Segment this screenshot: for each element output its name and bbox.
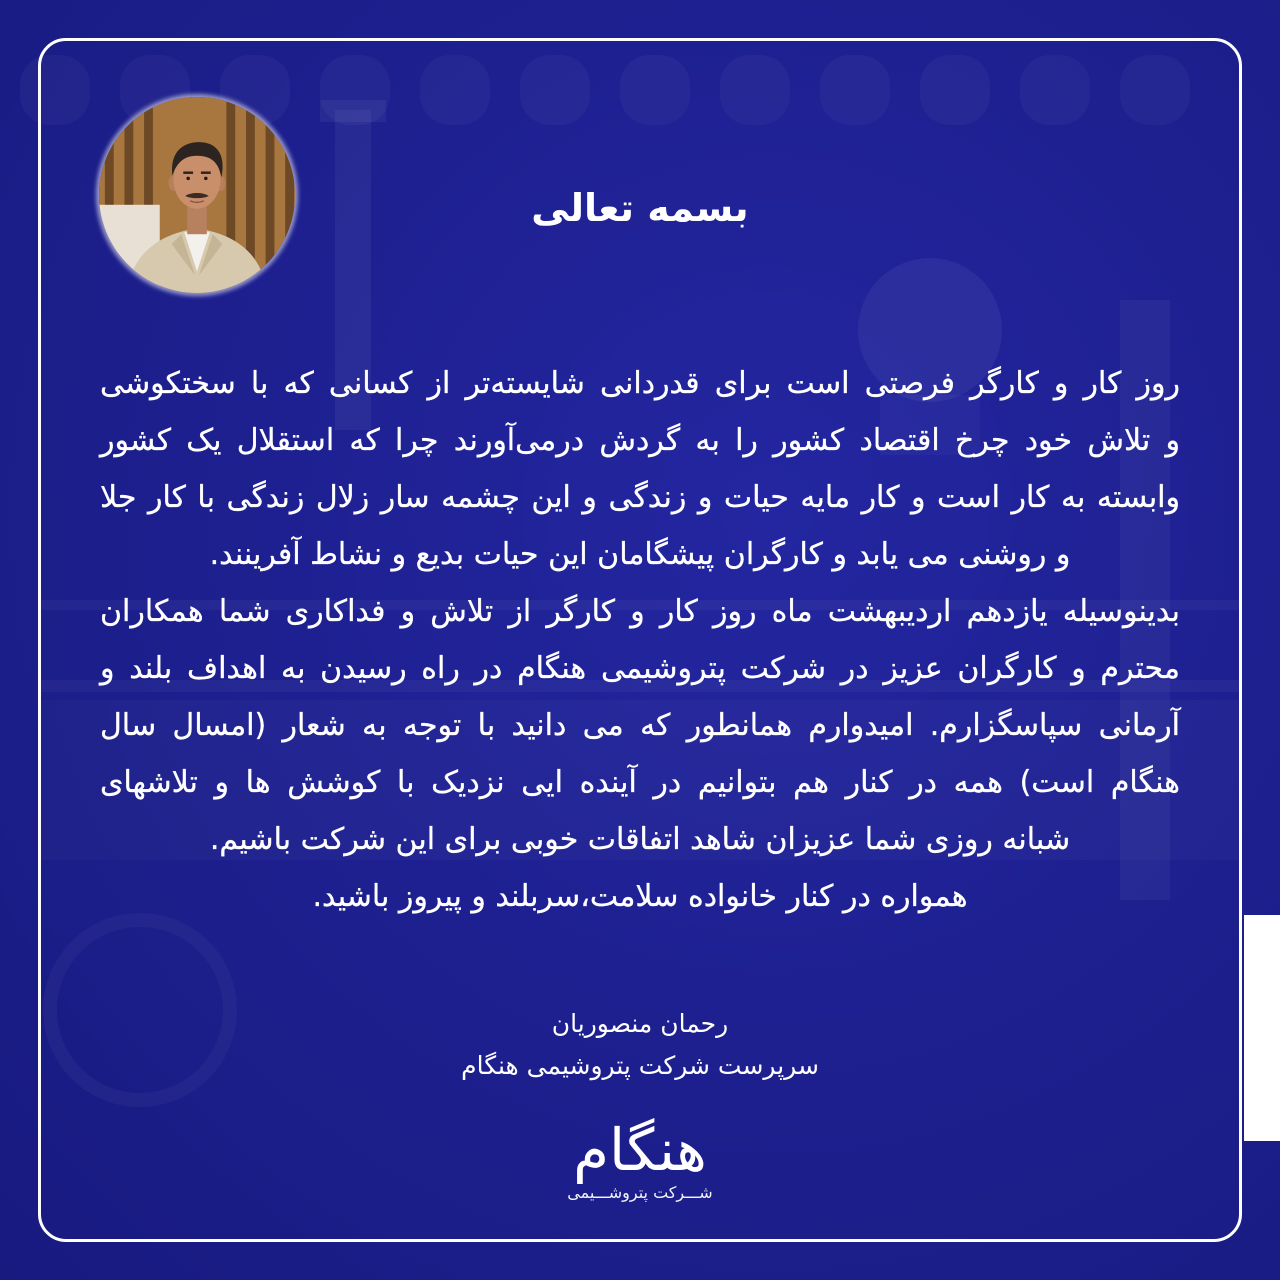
- message-body: [100, 355, 1180, 925]
- message-line-1: روز کار و کارگر فرصتی است برای قدردانی شایسته‌تر از کسانی که با سختکوشی: [100, 366, 1180, 401]
- message-line-7: آرمانی سپاسگزارم. امیدوارم همانطور که می دانید با توجه به شعار (امسال سال: [100, 708, 1180, 743]
- signature-name: رحمان منصوریان: [551, 1009, 729, 1038]
- logo-subtitle: شـــرکت پتروشـــیمی: [567, 1183, 713, 1202]
- signature-title: سرپرست شرکت پتروشیمی هنگام: [461, 1051, 819, 1080]
- message-line-3: وابسته به کار است و کار مایه حیات و زندگی و این چشمه سار زلال زندگی با کار جلا: [100, 480, 1180, 515]
- message-line-8: هنگام است) همه در کنار هم بتوانیم در آینده ایی نزدیک با کوشش ها و تلاشهای: [100, 765, 1180, 800]
- page-title: بسمه تعالی: [531, 186, 749, 230]
- company-logo: [0, 1118, 1280, 1204]
- signature-block: [0, 1003, 1280, 1087]
- message-line-2: و تلاش خود چرخ اقتصاد کشور را به گردش درمی‌آورند چرا که استقلال یک کشور: [100, 423, 1180, 458]
- eyebrow-right: [201, 171, 211, 173]
- message-line-4: و روشنی می یابد و کارگران پیشگامان این حیات بدیع و نشاط آفرینند.: [209, 537, 1071, 572]
- logo-wordmark: هنگام: [573, 1116, 707, 1184]
- message-line-9: شبانه روزی شما عزیزان شاهد اتفاقات خوبی برای این شرکت باشیم.: [209, 822, 1071, 857]
- eyebrow-left: [183, 171, 193, 173]
- message-line-5: بدینوسیله یازدهم اردیبهشت ماه روز کار و کارگر از تلاش و فداکاری شما همکاران: [100, 594, 1180, 629]
- message-line-10: همواره در کنار خانواده سلامت،سربلند و پیروز باشید.: [312, 879, 968, 914]
- message-line-6: محترم و کارگران عزیز در شرکت پتروشیمی هنگام در راه رسیدن به اهداف بلند و: [100, 651, 1180, 686]
